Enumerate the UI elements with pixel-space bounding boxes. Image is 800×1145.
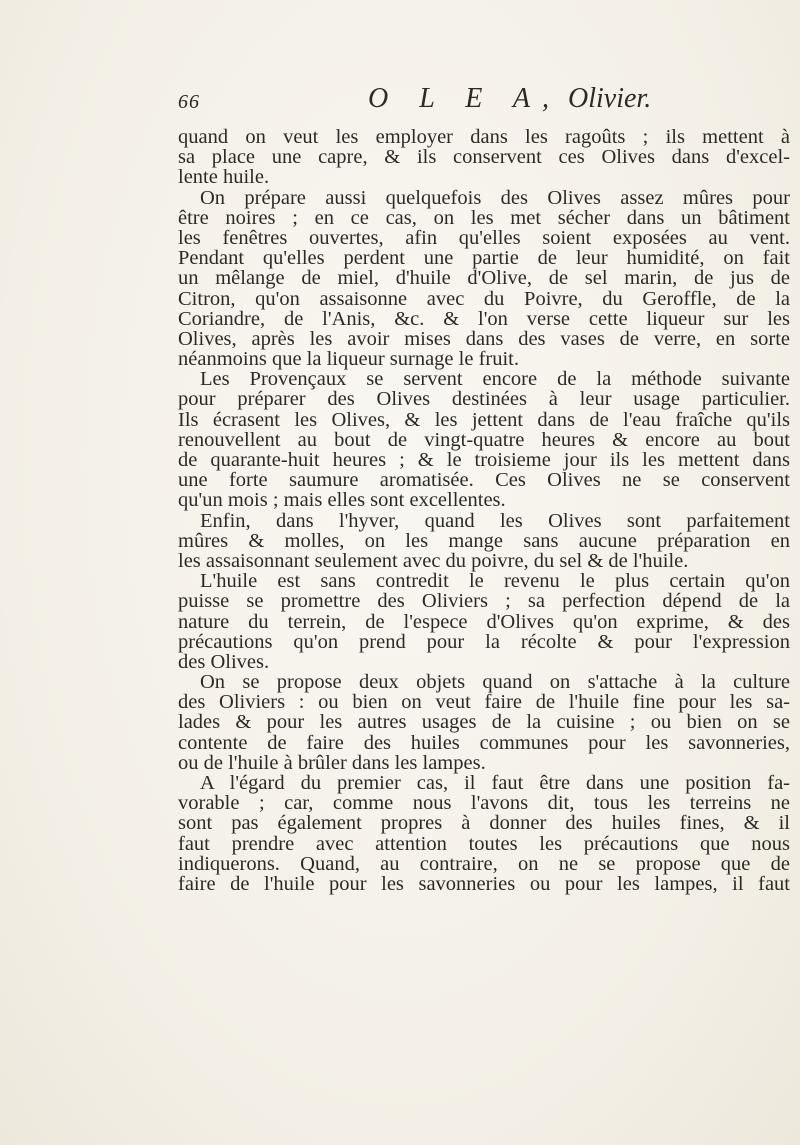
text-line: Ils écrasent les Olives, & les jettent dans de l'eau fraîche qu'ils [178,408,790,431]
text-line: des Olives. [178,650,270,673]
text-line: L'huile est sans contredit le revenu le plus certain qu'on [200,570,790,593]
text-line: On prépare aussi quelquefois des Olives assez mûres pour [200,186,790,209]
text-line: lades & pour les autres usages de la cuisine ; ou bien on se [178,711,790,734]
text-line: sa place une capre, & ils conservent ces Olives dans d'excel- [178,146,790,169]
text-line: indiquerons. Quand, au contraire, on ne se propose que de [178,852,790,875]
text-line: Citron, qu'on assaisonne avec du Poivre, du Geroffle, de la [178,287,790,310]
running-title-french: Olivier. [568,83,652,114]
text-line: Les Provençaux se servent encore de la méthode suivante [200,368,790,391]
text-line: contente de faire des huiles communes pour les savonneries, [178,731,790,754]
text-line: mûres & molles, on les mange sans aucune préparation en [178,529,790,552]
text-line: un mêlange de miel, d'huile d'Olive, de sel marin, de jus de [178,267,790,290]
text-line: ou de l'huile à brûler dans les lampes. [178,751,486,774]
text-line: quand on veut les employer dans les ragoûts ; ils mettent à [178,126,790,148]
text-line: Pendant qu'elles perdent une partie de leur humidité, on fait [178,247,790,270]
text-line: qu'un mois ; mais elles sont excellentes. [178,489,506,512]
text-line: renouvellent au bout de vingt-quatre heures & encore au bout [178,428,790,451]
page-header [178,83,788,123]
running-title [368,83,651,115]
text-line: lente huile. [178,166,270,189]
text-line: puisse se promettre des Oliviers ; sa perfection dépend de la [178,590,790,613]
running-title-latin: O L E A, [368,83,561,114]
text-line: les fenêtres ouvertes, afin qu'elles soient exposées au vent. [178,226,790,249]
text-line: sont pas également propres à donner des huiles fines, & il [178,812,790,835]
text-line: On se propose deux objets quand on s'attache à la culture [200,671,790,694]
text-line: de quarante-huit heures ; & le troisieme jour ils les mettent dans [178,449,790,471]
text-line: les assaisonnant seulement avec du poivre, du sel & de l'huile. [178,549,689,572]
text-line: pour préparer des Olives destinées à leur usage particulier. [178,388,790,411]
text-line: Coriandre, de l'Anis, &c. & l'on verse cette liqueur sur les [178,307,790,330]
text-line: des Oliviers : ou bien on veut faire de l'huile fine pour les sa- [178,691,790,714]
body-text [178,127,790,894]
text-line: Enfin, dans l'hyver, quand les Olives sont parfaitement [200,509,790,532]
text-line: néanmoins que la liqueur surnage le fruit. [178,348,519,371]
text-line: faut prendre avec attention toutes les précautions que nous [178,832,790,855]
text-line: Olives, après les avoir mises dans des vases de verre, en sorte [178,327,790,350]
text-line: vorable ; car, comme nous l'avons dit, tous les terreins ne [178,792,790,815]
text-line: être noires ; en ce cas, on les met sécher dans un bâtiment [178,206,790,229]
text-line: une forte saumure aromatisée. Ces Olives ne se conservent [178,469,790,492]
page-number: 66 [178,91,200,113]
text-line: A l'égard du premier cas, il faut être dans une position fa- [200,772,790,794]
text-line: faire de l'huile pour les savonneries ou pour les lampes, il faut [178,872,790,895]
text-line: nature du terrein, de l'espece d'Olives qu'on exprime, & des [178,610,790,633]
text-line: précautions qu'on prend pour la récolte & pour l'expression [178,630,790,653]
